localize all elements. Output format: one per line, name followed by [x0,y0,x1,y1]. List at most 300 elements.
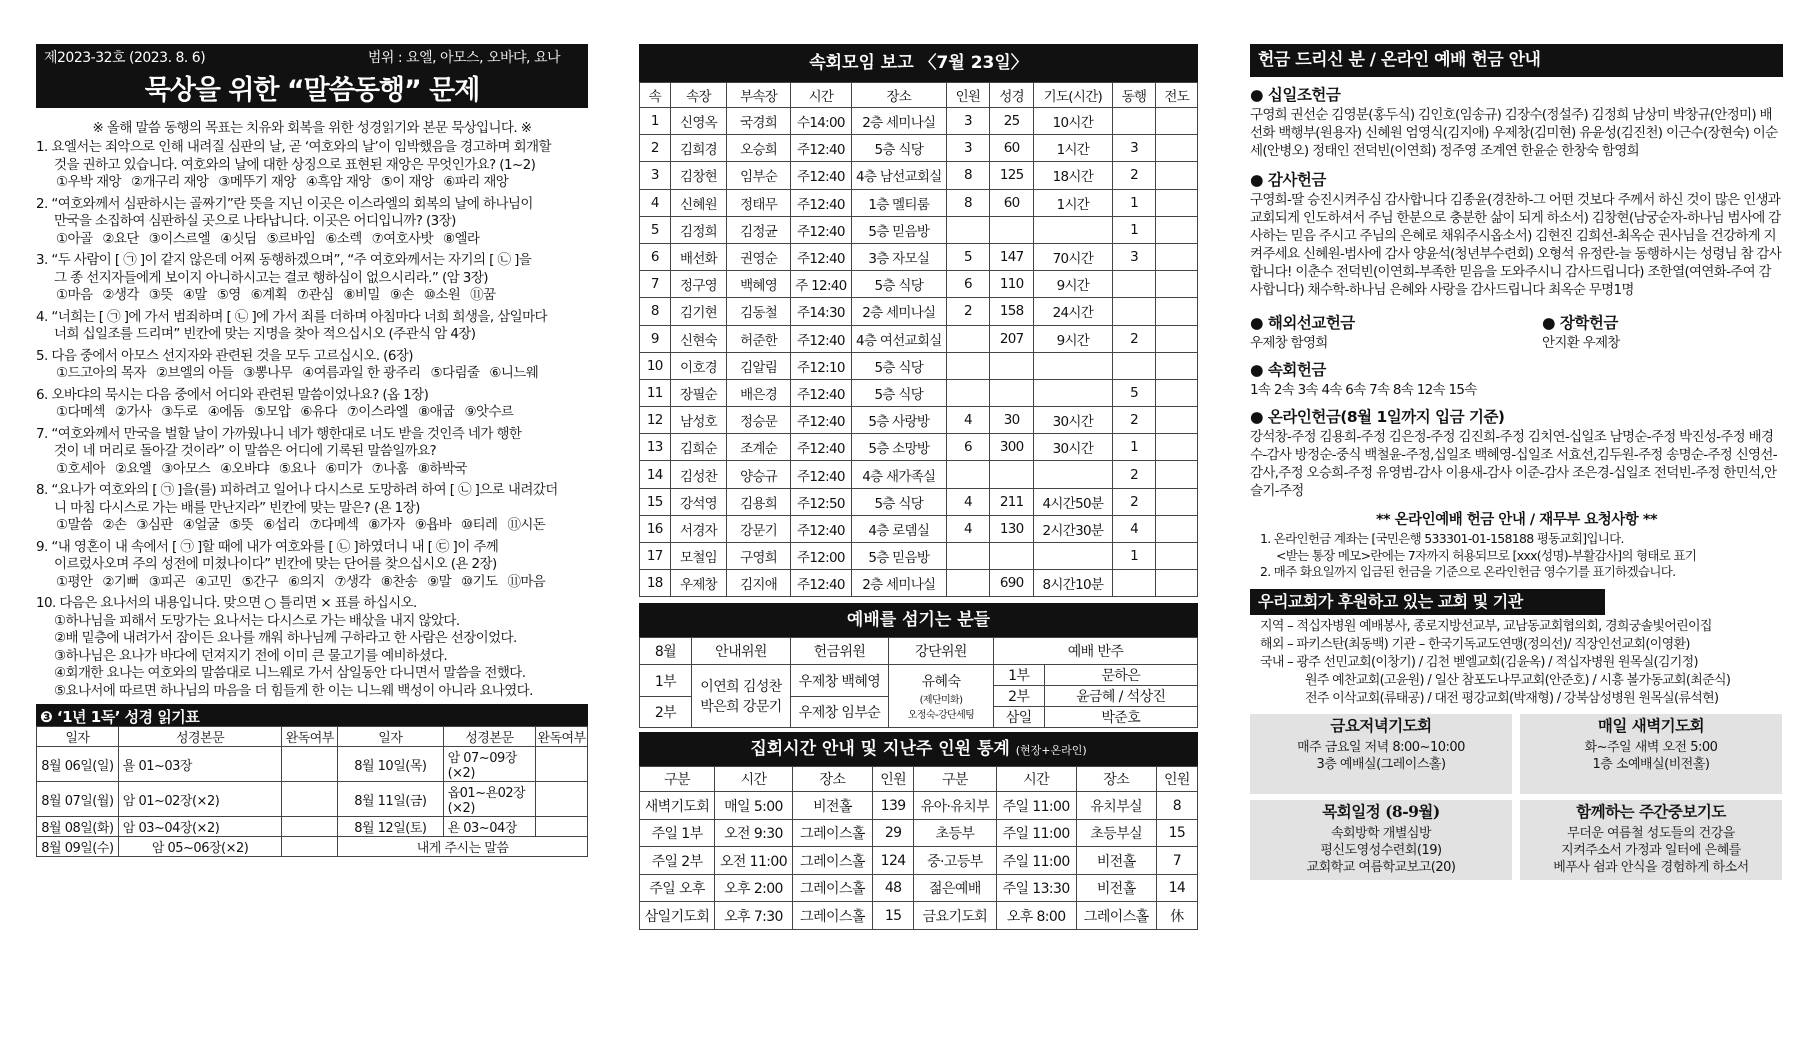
report-cell: 4층 새가족실 [852,461,947,488]
times-cell: 금요기도회 [914,902,996,930]
online-notice-2: 2. 매주 화요일까지 입금된 헌금을 기준으로 온라인헌금 영수기를 표기하겠습니다. [1260,564,1676,579]
info-box-line: 무더운 여름철 성도들의 건강을 [1567,825,1735,841]
reading-check [536,817,588,837]
table-row [640,819,1198,847]
report-cell: 5층 식당 [852,488,947,515]
answer-option: ⑨앗수르 [464,404,514,420]
online-offering-list: 강석창-주정 김용희-주정 김은정-주정 김진희-주정 김치연-십일조 남명순-주정 박진성-주정 배경수-감사 방정순-중식 백철윤-주정,십일조 백혜영-십일조 서효선,김두원-주정 송명순-주정 신영선-감사,주정 오승희-주정 유영범-감사 이용새-감사 이준-감사 조은경-십일조 전덕빈-주정 한민석,안슬기-주정 [1250,429,1777,499]
answer-option: ⑦이스라엘 [346,404,409,420]
question-item [36,387,588,422]
reading-date: 8월 11일(금) [338,782,443,817]
report-cell [1034,352,1113,379]
true-false-statement: ④회개한 요나는 여호와의 말씀대로 니느웨로 가서 삼일동안 다니면서 말씀을 전했다. [54,665,526,681]
question-text: 만국을 소집하여 심판하실 곳으로 나타납니다. 이곳은 어디입니까? (3장) [54,213,456,229]
report-cell: 정구영 [670,271,727,298]
times-cell: 15 [873,902,914,930]
report-cell [1156,407,1198,434]
true-false-statement: ③하나님은 요나가 바다에 던져지기 전에 이미 큰 물고기를 예비하셨다. [54,647,448,664]
answer-option: ①마음 [56,287,93,303]
table-row [640,352,1198,379]
times-cell: 주일 13:30 [996,874,1076,902]
report-cell: 5층 식당 [852,352,947,379]
table-row [640,488,1198,515]
report-cell: 주12:40 [790,379,851,406]
times-cell: 초등부 [914,819,996,847]
table-row [640,461,1198,488]
times-cell: 14 [1156,874,1197,902]
answer-option: ③두로 [161,404,198,420]
support-line: 해외 – 파키스탄(최동백) 기관 – 한국기독교도연맹(정의선)/ 직장인선교회(이영환) [1260,636,1690,652]
answer-option: ①말씀 [56,517,93,533]
answer-option: ⑦여호사밧 [371,230,433,247]
servers-header: 8월 [640,638,692,665]
reading-header: 완독여부 [536,727,588,747]
report-cell: 김성찬 [670,461,727,488]
report-cell: 강석영 [670,488,727,515]
report-cell: 5층 식당 [852,271,947,298]
report-cell: 1층 멜티룸 [852,189,947,216]
report-cell [1156,515,1198,542]
report-header: 시간 [790,83,851,108]
answer-option: ①호세아 [56,460,105,477]
report-cell: 9 [640,325,671,352]
times-title-text: 집회시간 안내 및 지난주 인원 통계 [750,739,1010,760]
report-cell: 주12:40 [790,189,851,216]
report-cell: 9시간 [1034,325,1113,352]
report-cell: 주12:00 [790,543,851,570]
report-cell [1112,108,1156,135]
report-cell: 110 [990,271,1034,298]
answer-option: ③뽕나무 [243,365,293,381]
report-cell [1156,352,1198,379]
report-cell: 4 [946,488,990,515]
answer-option: ③이스르엘 [148,230,211,247]
times-cell: 오후 2:00 [715,874,793,902]
question-text: 그 종 선지자들에게 보이지 아니하시고는 결코 행하심이 없으시리라.” (암 3장) [54,269,488,286]
report-cell: 김동철 [727,298,790,325]
report-cell: 김정희 [670,216,727,243]
info-box-title: 금요저녁기도회 [1330,715,1432,735]
report-cell [946,352,990,379]
report-cell [1034,461,1113,488]
support-line: 지역 – 적십자병원 예배봉사, 종로지방선교부, 교남동교회협의회, 경희궁솔빛어린이집 [1260,618,1712,634]
report-cell: 2층 세미나실 [852,570,947,597]
info-box-line: 1층 소예배실(비전홀) [1592,756,1710,772]
report-cell: 13 [640,434,671,461]
scholarship-list: 안지환 우제창 [1542,335,1620,351]
report-cell: 모철임 [670,543,727,570]
report-cell [1156,543,1198,570]
report-cell: 김용희 [727,488,790,515]
answer-option: ⑥미가 [325,460,362,477]
report-cell [946,570,990,597]
report-cell: 3 [946,108,990,135]
times-cell: 7 [1156,847,1197,875]
answer-option: ⑤르바임 [266,230,316,247]
times-cell: 중·고등부 [914,847,996,875]
true-false-statement: ①하나님을 피해서 도망가는 요나서는 다시스로 가는 배삯을 내지 않았다. [54,612,460,629]
answer-option: ②가사 [114,404,152,420]
reading-date: 8월 12일(토) [338,817,443,837]
online-notice-1b: <받는 통장 메모>란에는 7자까지 허용되므로 [xxx(성명)-부활감사]의 형태로 표기 [1276,547,1697,563]
report-cell: 주12:40 [790,135,851,162]
times-cell: 休 [1156,902,1197,930]
times-cell: 초등부실 [1076,819,1156,847]
info-box [1250,800,1512,880]
report-cell [1156,271,1198,298]
report-cell: 9시간 [1034,271,1113,298]
quiz-intro: ※ 올해 말씀 동행의 목표는 치유와 회복을 위한 성경읽기와 본문 묵상입니다. ※ [92,120,532,136]
report-cell: 4층 남선교회실 [852,162,947,189]
times-header: 구분 [640,767,715,792]
report-cell: 오승희 [727,135,790,162]
offering-2: 우제창 임부순 [791,696,889,728]
answer-option: ⑧엘라 [442,230,480,247]
answer-option: ⑧찬송 [380,573,418,590]
report-cell: 국경희 [727,108,790,135]
report-cell [1156,216,1198,243]
report-cell: 주12:40 [790,216,851,243]
answer-option: ⑪시돈 [507,517,546,533]
answer-option: ⑥니느웨 [489,365,539,381]
acc-service: 1부 [994,665,1044,686]
report-cell [1112,352,1156,379]
table-row [640,189,1198,216]
info-box-line: 속회방학 개별심방 [1330,825,1432,841]
report-cell: 김기현 [670,298,727,325]
report-cell: 2 [1112,461,1156,488]
report-cell: 2층 세미나실 [852,108,947,135]
report-header: 인원 [946,83,990,108]
report-cell: 조계순 [727,434,790,461]
reading-header: 일자 [338,727,443,747]
times-cell: 그레이스홀 [1076,902,1156,930]
answer-option: ⑨손 [389,287,414,303]
report-cell [1156,135,1198,162]
question-list [36,139,588,700]
report-cell [1156,108,1198,135]
answer-option: ⑤이 재앙 [380,174,434,190]
times-cell: 주일 2부 [640,847,715,875]
question-item [36,482,588,535]
info-box-title: 함께하는 주간중보기도 [1576,801,1726,821]
times-cell: 비전홀 [1076,874,1156,902]
times-cell: 비전홀 [792,792,872,820]
answer-option: ⑤영 [216,287,241,303]
reading-passage: 암 07~09장(×2) [443,747,536,782]
report-header: 부속장 [727,83,790,108]
table-row [640,434,1198,461]
answer-options [36,517,588,535]
times-cell: 새벽기도회 [640,792,715,820]
report-cell [1156,325,1198,352]
report-cell: 690 [990,570,1034,597]
answer-option: ⑥소렉 [325,230,362,247]
report-cell: 3 [1112,243,1156,270]
info-box [1520,800,1782,880]
report-cell: 1 [640,108,671,135]
report-cell: 6 [946,434,990,461]
times-title [639,732,1198,766]
answer-option: ⑧애굽 [418,404,455,420]
answer-option: ④에돔 [207,404,244,420]
question-item [36,539,588,592]
report-cell: 주12:10 [790,352,851,379]
answer-option: ③피곤 [148,573,186,590]
support-list [1250,615,1783,708]
report-cell: 허준한 [727,325,790,352]
times-header: 장소 [792,767,872,792]
answer-option: ②요엘 [114,460,152,477]
quiz-scope: 범위 : 요엘, 아모스, 오바댜, 요나 [367,50,560,66]
report-cell: 130 [990,515,1034,542]
report-cell: 4층 여선교회실 [852,325,947,352]
thanks-heading: ● 감사헌금 [1250,171,1326,189]
times-cell: 그레이스홀 [792,874,872,902]
answer-option: ①아골 [56,230,93,247]
times-cell: 15 [1156,819,1197,847]
answer-option: ④흑암 재앙 [305,174,371,190]
report-cell [1112,271,1156,298]
report-cell: 우제창 [670,570,727,597]
info-box-title: 목회일정 (8-9월) [1322,801,1440,821]
times-cell: 오후 7:30 [715,902,793,930]
mission-list: 우제창 함영희 [1250,335,1328,351]
times-cell: 29 [873,819,914,847]
report-cell [1034,543,1113,570]
answer-option: ⑥섭리 [263,517,300,533]
times-cell: 139 [873,792,914,820]
report-cell [946,379,990,406]
report-header: 동행 [1112,83,1156,108]
report-cell: 주12:40 [790,407,851,434]
report-cell [946,216,990,243]
issue-number: 제2023-32호 (2023. 8. 6) [44,50,206,66]
answer-option: ②손 [102,517,127,533]
answer-option: ⑦생각 [334,573,371,590]
question-item [36,252,588,305]
reading-passage: 암 01~02장(×2) [118,782,282,817]
report-cell: 70시간 [1034,243,1113,270]
answer-option: ⑤요나 [278,460,316,477]
offering-1: 우제창 백혜영 [791,665,889,697]
question-text: 7. “여호와께서 만국을 벌할 날이 가까웠나니 네가 행한대로 너도 받을 것인즉 네가 행한 [36,425,522,442]
answer-options [36,174,588,192]
report-cell [1156,243,1198,270]
info-box-line: 베푸사 쉼과 안식을 경험하게 하소서 [1553,859,1749,875]
true-false-statement: ⑤요나서에 따르면 하나님의 마음을 더 힘들게 한 이는 니느웨 백성이 아니라 요나였다. [54,682,533,699]
answer-option: ④오바댜 [220,460,269,477]
report-cell: 주14:30 [790,298,851,325]
table-row [640,108,1198,135]
servers-header: 헌금위원 [791,638,889,665]
report-cell: 12 [640,407,671,434]
answer-option: ⑪마음 [507,573,546,590]
cell-offering-heading: ● 속회헌금 [1250,361,1326,379]
report-cell [990,461,1034,488]
report-cell: 양승규 [727,461,790,488]
reading-passage: 암 03~04장(×2) [118,817,282,837]
question-text: 10. 다음은 요나서의 내용입니다. 맞으면 ○ 틀리면 × 표를 하십시오. [36,595,417,611]
question-text: 니 마침 다시스로 가는 배를 만난지라” 빈칸에 맞는 말은? (욘 1장) [54,499,420,516]
report-cell: 2시간30분 [1034,515,1113,542]
answer-option: ⑩소원 [423,287,461,303]
answer-option: ④고민 [195,573,232,590]
support-line: 국내 – 광주 선민교회(이창기) / 김천 벧엘교회(김윤옥) / 적십자병원 원목실(김기정) [1260,654,1698,670]
report-cell: 11 [640,379,671,406]
report-cell [1112,570,1156,597]
report-cell: 4 [640,189,671,216]
answer-options [36,231,588,249]
tithe-heading: ● 십일조헌금 [1250,86,1341,104]
times-header: 장소 [1076,767,1156,792]
reading-check [282,782,338,817]
times-cell: 오전 9:30 [715,819,793,847]
times-title-note: (현장+온라인) [1015,744,1087,758]
report-cell: 5층 믿음방 [852,216,947,243]
cell-report-table [639,82,1198,597]
answer-option: ⑨말 [427,573,452,590]
report-header: 전도 [1156,83,1198,108]
answer-option: ⑥계획 [250,287,288,303]
report-cell: 3 [946,135,990,162]
report-title: 속회모임 보고 〈7월 23일〉 [639,44,1198,82]
table-row [640,570,1198,597]
reading-check [282,747,338,782]
report-cell: 1시간 [1034,135,1113,162]
table-row [640,543,1198,570]
info-box-line: 교회학교 여름학교보고(20) [1306,859,1456,875]
report-cell: 15 [640,488,671,515]
answer-option: ①평안 [56,573,93,590]
cell-offering-list: 1속 2속 3속 4속 6속 7속 8속 12속 15속 [1250,382,1477,398]
answer-option: ⑥유다 [300,404,337,420]
report-cell: 김창현 [670,162,727,189]
reading-date: 8월 10일(목) [338,747,443,782]
report-cell [1156,434,1198,461]
table-row [640,515,1198,542]
report-cell [990,352,1034,379]
reading-passage: 욜 01~03장 [118,747,282,782]
answer-option: ⑧가자 [368,517,405,533]
report-cell: 10시간 [1034,108,1113,135]
report-cell: 5 [946,243,990,270]
answer-option: ⑤뜻 [229,517,254,533]
report-cell: 1 [1112,434,1156,461]
report-cell: 김지애 [727,570,790,597]
answer-option: ⑩기도 [461,573,498,590]
table-row [37,747,588,782]
answer-option: ⑥의지 [287,573,325,590]
report-cell: 1시간 [1034,189,1113,216]
servers-header: 예배 반주 [994,638,1198,665]
times-header: 인원 [873,767,914,792]
question-item [36,595,588,700]
question-text: 5. 다음 중에서 아모스 선지자와 관련된 것을 모두 고르십시오. (6장) [36,347,413,364]
report-cell: 주12:40 [790,325,851,352]
report-cell: 4 [1112,515,1156,542]
table-row [640,902,1198,930]
report-cell: 이호경 [670,352,727,379]
servers-header: 강단위원 [889,638,994,665]
answer-option: ⑩티레 [461,517,498,533]
report-cell: 김희경 [670,135,727,162]
report-cell: 147 [990,243,1034,270]
answer-option: ⑥파리 재앙 [443,174,509,190]
answer-options [36,365,588,383]
acc-service: 2부 [994,686,1044,707]
report-header: 속장 [670,83,727,108]
report-cell: 서경자 [670,515,727,542]
answer-option: ③심판 [136,517,173,533]
report-cell: 5층 믿음방 [852,543,947,570]
report-cell: 주 12:40 [790,271,851,298]
report-cell: 17 [640,543,671,570]
reading-check [536,782,588,817]
report-cell: 3층 자모실 [852,243,947,270]
report-cell: 125 [990,162,1034,189]
report-cell [1156,461,1198,488]
report-cell: 주12:40 [790,570,851,597]
reading-date: 8월 06일(일) [37,747,119,782]
reading-check [536,747,588,782]
report-cell: 8 [946,189,990,216]
report-cell: 2 [640,135,671,162]
times-header: 구분 [914,767,996,792]
question-text: 2. “여호와께서 심판하시는 골짜기”란 뜻을 지닌 이곳은 이스라엘의 회복의 날에 하나님이 [36,195,533,212]
report-cell: 2 [1112,162,1156,189]
question-text: 너희 십일조를 드리며” 빈칸에 맞는 지명을 찾아 적으십시오 (주관식 암 4장) [54,326,476,342]
offering-column [1250,44,1783,880]
report-cell: 주12:40 [790,461,851,488]
table-row [640,325,1198,352]
times-cell: 주일 1부 [640,819,715,847]
answer-option: ⑧비밀 [343,287,380,303]
report-cell [946,461,990,488]
report-cell: 1 [1112,216,1156,243]
report-cell: 신혜원 [670,189,727,216]
report-cell [1156,488,1198,515]
times-cell: 오전 11:00 [715,847,793,875]
times-cell: 그레이스홀 [792,902,872,930]
question-text: 8. “요나가 여호와의 [ ㉠ ]을(를) 피하려고 일어나 다시스로 도망하려 하여 [ ㉡ ]으로 내려갔더 [36,482,558,498]
times-cell: 주일 11:00 [996,847,1076,875]
report-cell: 6 [946,271,990,298]
info-box-line: 지켜주소서 가정과 일터에 은혜를 [1561,842,1741,858]
answer-option: ③메뚜기 재앙 [218,174,296,190]
servers-title: 예배를 섬기는 분들 [639,603,1198,637]
times-cell: 그레이스홀 [792,819,872,847]
acc-name: 윤금혜 / 석상진 [1044,686,1197,707]
question-item [36,196,588,249]
report-cell: 10 [640,352,671,379]
answer-option: ④말 [182,287,207,303]
report-cell [990,543,1034,570]
report-cell: 6 [640,243,671,270]
report-cell: 5층 사랑방 [852,407,947,434]
times-header: 시간 [996,767,1076,792]
times-cell: 오후 8:00 [996,902,1076,930]
report-cell: 김알림 [727,352,790,379]
support-title: 우리교회가 후원하고 있는 교회 및 기관 [1250,589,1605,615]
report-cell [1112,298,1156,325]
report-cell: 남성호 [670,407,727,434]
answer-option: ②브엘의 아들 [155,365,234,381]
support-line: 전주 이삭교회(류태공) / 대전 평강교회(박재형) / 강북삼성병원 원목실(류석현) [1305,690,1719,706]
report-cell: 30시간 [1034,434,1113,461]
report-cell: 정태무 [727,189,790,216]
online-offering-heading: ● 온라인헌금(8월 1일까지 입금 기준) [1250,408,1505,426]
